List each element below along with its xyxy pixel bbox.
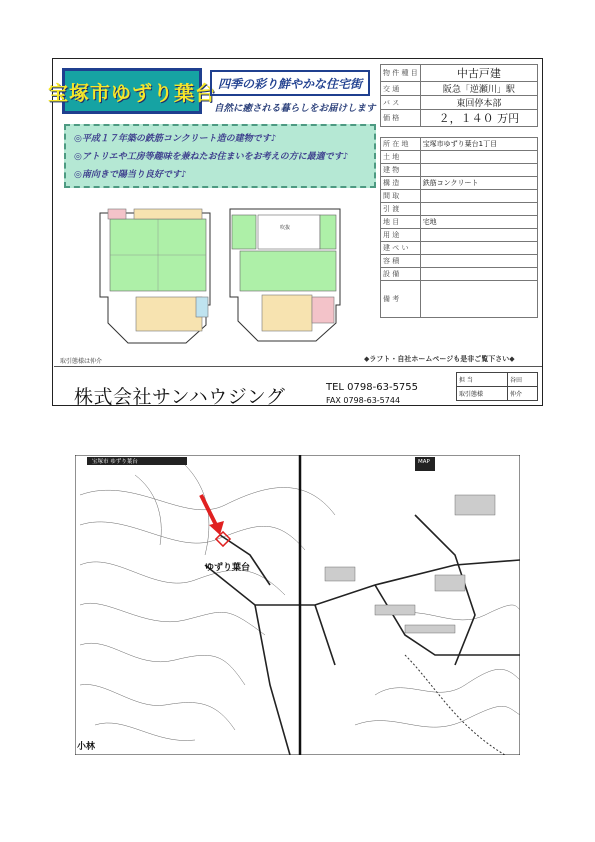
table-row: 建 物 [381,164,538,177]
table-row: 建 ぺ い [381,242,538,255]
feature-item: ◎アトリエや工房等趣味を兼ねたお住まいをお考えの方に最適です♪ [74,152,349,162]
map-label-obayashi: 小林 [77,742,96,752]
table-row: 土 地 [381,151,538,164]
slogan-subtext: 自然に癒される暮らしをお届けします [214,103,376,114]
table-row: 設 備 [381,268,538,281]
property-title-box [48,68,216,114]
map-label-yuzurihadai: ゆずり葉台 [205,563,251,573]
table-row: 引 渡 [381,203,538,216]
table-row: 構 造 鉄筋コンクリート [381,177,538,190]
feature-item: ◎南向きで陽当り良好です♪ [74,170,187,180]
company-name: 株式会社サンハウジング [74,386,286,408]
property-title: 宝塚市ゆずり葉台 [48,80,216,105]
floor-plan-1f [98,205,218,345]
table-row: バ ス 東回停本部 [381,96,538,110]
divider [54,366,542,367]
table-row: 価 格 ２，１４０ 万円 [381,110,538,127]
map-title: 宝塚市 ゆずり葉台 [89,457,141,465]
map-drawing [75,455,520,755]
price: ２，１４０ 万円 [420,110,537,127]
slogan: 四季の彩り鮮やかな住宅街 [217,76,362,91]
feature-list [64,124,376,188]
table-row: 備 考 [381,281,538,318]
feature-item: ◎平成１７年築の鉄筋コンクリート造の建物です♪ [74,134,277,144]
table-row: 容 積 [381,255,538,268]
slogan-box [210,70,370,96]
transaction-note: 取引態様は仲介 [60,358,103,365]
table-row: 交 通 阪急「逆瀬川」駅 [381,82,538,96]
table-row: 物 件 種 目 中古戸建 [381,65,538,82]
table-row: 間 取 [381,190,538,203]
homepage-note: ◆ラフト・自社ホームページも是非ご覧下さい◆ [364,355,515,363]
table-row: 用 途 [381,229,538,242]
company-tel: TEL 0798-63-5755 [326,382,419,393]
plan-room-label: 吹抜 [280,225,291,231]
table-row: 所 在 地 宝塚市ゆずり葉台1丁目 [381,138,538,151]
property-info-table [380,64,538,318]
table-row: 地 目 宅地 [381,216,538,229]
company-fax: FAX 0798-63-5744 [326,396,401,405]
location-map [75,455,520,755]
staff-stamp-table [456,372,538,401]
table-row: 取引態様 仲介 [457,387,538,401]
table-row: 担 当 谷田 [457,373,538,387]
map-brand: MAP [415,459,433,465]
